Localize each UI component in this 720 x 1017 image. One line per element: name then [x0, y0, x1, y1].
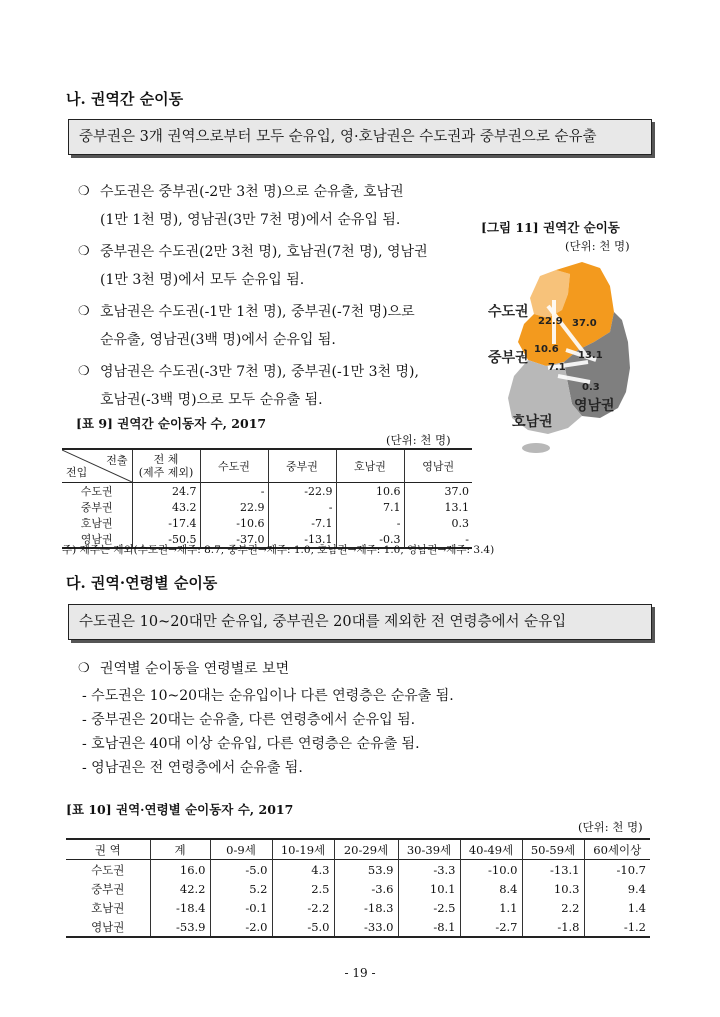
- dash-items: [76, 684, 656, 780]
- row-label: 호남권: [91, 900, 125, 915]
- table9-col-header: 호남권: [336, 449, 404, 483]
- bullet-marker: ❍: [78, 661, 90, 676]
- bullet-item: [76, 656, 656, 682]
- cell: -13.1: [268, 531, 336, 548]
- table9: [62, 448, 472, 549]
- table10-col-header: 10-19세: [272, 839, 334, 860]
- flow-value: 22.9: [538, 316, 563, 327]
- bullet-list-1: [76, 178, 476, 414]
- table10: [66, 838, 650, 938]
- cell: 16.0: [150, 860, 210, 880]
- flow-value: 0.3: [582, 382, 600, 393]
- row-label: 호남권: [80, 517, 113, 530]
- dash-item: - 영남권은 전 연령층에서 순유출 됨.: [82, 760, 303, 776]
- cell: -13.1: [522, 860, 584, 880]
- bullet-line: 호남권은 수도권(-1만 1천 명), 중부권(-7천 명)으로: [100, 304, 415, 320]
- figure-caption: [그림 11] 권역간 순이동: [481, 220, 620, 235]
- table9-total-header: [132, 449, 200, 483]
- cell: -1.2: [584, 917, 650, 937]
- cell: -37.0: [200, 531, 268, 548]
- table10-caption: [표 10] 권역·연령별 순이동자 수, 2017: [66, 802, 294, 817]
- region-label-honam: 호남권: [512, 414, 553, 430]
- dash-item: - 수도권은 10~20대는 순유입이나 다른 연령층은 순유출 됨.: [82, 688, 454, 704]
- bullet-list-2: [76, 656, 656, 780]
- flow-value: 7.1: [548, 362, 566, 373]
- table-row: [66, 860, 650, 880]
- region-label-capital: 수도권: [488, 304, 529, 320]
- cell: -18.4: [150, 898, 210, 917]
- figure-unit: (단위: 천 명): [565, 239, 630, 253]
- section-title-da: 다. 권역·연령별 순이동: [66, 574, 218, 592]
- bullet-marker: ❍: [78, 244, 90, 259]
- cell: 10.1: [398, 879, 460, 898]
- bullet-line: 영남권은 수도권(-3만 7천 명), 중부권(-1만 3천 명),: [100, 364, 419, 380]
- region-label-yeongnam: 영남권: [574, 398, 615, 414]
- bullet-line: 중부권은 수도권(2만 3천 명), 호남권(7천 명), 영남권: [100, 244, 428, 260]
- cell: 9.4: [584, 879, 650, 898]
- flow-value: 10.6: [534, 344, 559, 355]
- cell: 2.5: [272, 879, 334, 898]
- cell: -5.0: [210, 860, 272, 880]
- cell: -10.7: [584, 860, 650, 880]
- cell: 1.4: [584, 898, 650, 917]
- total-header-line: (제주 제외): [138, 466, 194, 479]
- cell: -: [268, 499, 336, 515]
- table9-col-header: 수도권: [200, 449, 268, 483]
- cell: -2.7: [460, 917, 522, 937]
- cell: 10.3: [522, 879, 584, 898]
- table9-corner-cell: [62, 449, 132, 483]
- bullet-marker: ❍: [78, 304, 90, 319]
- dash-item: - 호남권은 40대 이상 순유입, 다른 연령층은 순유출 됨.: [82, 736, 420, 752]
- section-title-na: 나. 권역간 순이동: [66, 90, 184, 108]
- row-label: 영남권: [91, 919, 125, 934]
- table9-col-header: 영남권: [404, 449, 472, 483]
- summary-box-1: 중부권은 3개 권역으로부터 모두 순유입, 영·호남권은 수도권과 중부권으로 순유출: [68, 119, 652, 155]
- flow-value: 13.1: [578, 350, 603, 361]
- page-number: - 19 -: [344, 966, 376, 980]
- cell: 1.1: [460, 898, 522, 917]
- cell: -5.0: [272, 917, 334, 937]
- cell: -33.0: [334, 917, 398, 937]
- cell: 7.1: [336, 499, 404, 515]
- summary-box-2: 수도권은 10~20대만 순유입, 중부권은 20대를 제외한 전 연령층에서 순유입: [68, 604, 652, 640]
- bullet-marker: ❍: [78, 184, 90, 199]
- cell: -7.1: [268, 515, 336, 531]
- cell: -18.3: [334, 898, 398, 917]
- table10-col-header: 권 역: [94, 842, 121, 857]
- table10-unit: (단위: 천 명): [578, 820, 643, 834]
- corner-top-label: 전출: [106, 454, 128, 467]
- dash-item: - 중부권은 20대는 순유출, 다른 연령층에서 순유입 됨.: [82, 712, 416, 728]
- flow-value: 37.0: [572, 318, 597, 329]
- bullet-item: [76, 238, 476, 294]
- table10-col-header: 20-29세: [334, 839, 398, 860]
- jeju-island-shape: [522, 443, 550, 453]
- cell: 42.2: [150, 879, 210, 898]
- cell: -22.9: [268, 483, 336, 500]
- table9-col-header: 중부권: [268, 449, 336, 483]
- cell: 13.1: [404, 499, 472, 515]
- table9-unit: (단위: 천 명): [386, 433, 451, 447]
- cell: -: [336, 515, 404, 531]
- cell: -: [200, 483, 268, 500]
- table9-note: 주) 제주는 제외(수도권→제주: 8.7, 중부권→제주: 1.0, 호남권→제주: 1.0, 영남권→제주: 3.4): [62, 544, 495, 556]
- cell: 4.3: [272, 860, 334, 880]
- cell: -2.5: [398, 898, 460, 917]
- cell: 5.2: [210, 879, 272, 898]
- table-row: [66, 917, 650, 937]
- cell: -0.3: [336, 531, 404, 548]
- bullet-line: 수도권은 중부권(-2만 3천 명)으로 순유출, 호남권: [100, 184, 404, 200]
- table10-header-row: [66, 839, 650, 860]
- total-header-line: 전 체: [153, 453, 179, 466]
- cell: -2.0: [210, 917, 272, 937]
- cell: -10.0: [460, 860, 522, 880]
- table-row: [66, 879, 650, 898]
- cell: 53.9: [334, 860, 398, 880]
- table9-caption: [표 9] 권역간 순이동자 수, 2017: [76, 416, 267, 431]
- table-row: [66, 898, 650, 917]
- table10-col-header: 30-39세: [398, 839, 460, 860]
- cell: -: [404, 531, 472, 548]
- table10-col-header: 60세이상: [584, 839, 650, 860]
- cell: -3.6: [334, 879, 398, 898]
- table-row: [62, 483, 472, 500]
- bullet-line: 순유출, 영남권(3백 명)에서 순유입 됨.: [100, 332, 336, 348]
- bullet-lead: 권역별 순이동을 연령별로 보면: [100, 661, 290, 677]
- cell: -2.2: [272, 898, 334, 917]
- bullet-line: (1만 3천 명)에서 모두 순유입 됨.: [100, 272, 305, 288]
- row-label: 영남권: [80, 533, 113, 546]
- korea-map: [478, 258, 644, 454]
- cell: -10.6: [200, 515, 268, 531]
- cell: 0.3: [404, 515, 472, 531]
- table10-col-header: 50-59세: [522, 839, 584, 860]
- cell: 43.2: [132, 499, 200, 515]
- bullet-line: (1만 1천 명), 영남권(3만 7천 명)에서 순유입 됨.: [100, 212, 401, 228]
- cell: 22.9: [200, 499, 268, 515]
- row-label: 중부권: [91, 881, 125, 896]
- table-row: [62, 515, 472, 531]
- row-label: 수도권: [91, 862, 125, 877]
- table10-col-header: 0-9세: [210, 839, 272, 860]
- cell: -0.1: [210, 898, 272, 917]
- cell: -3.3: [398, 860, 460, 880]
- row-label: 중부권: [80, 501, 113, 514]
- bullet-marker: ❍: [78, 364, 90, 379]
- table9-header-row: [62, 449, 472, 483]
- row-label: 수도권: [80, 485, 113, 498]
- cell: 2.2: [522, 898, 584, 917]
- cell: -53.9: [150, 917, 210, 937]
- cell: -50.5: [132, 531, 200, 548]
- cell: 24.7: [132, 483, 200, 500]
- cell: -8.1: [398, 917, 460, 937]
- cell: -1.8: [522, 917, 584, 937]
- cell: 37.0: [404, 483, 472, 500]
- table-row: [62, 499, 472, 515]
- bullet-item: [76, 358, 476, 414]
- region-label-central: 중부권: [488, 350, 529, 366]
- table10-col-header: 40-49세: [460, 839, 522, 860]
- cell: 8.4: [460, 879, 522, 898]
- bullet-line: 호남권(-3백 명)으로 모두 순유출 됨.: [100, 392, 323, 408]
- table10-col-header: 계: [150, 839, 210, 860]
- bullet-item: [76, 178, 476, 234]
- cell: -17.4: [132, 515, 200, 531]
- cell: 10.6: [336, 483, 404, 500]
- bullet-item: [76, 298, 476, 354]
- corner-bottom-label: 전입: [66, 466, 88, 479]
